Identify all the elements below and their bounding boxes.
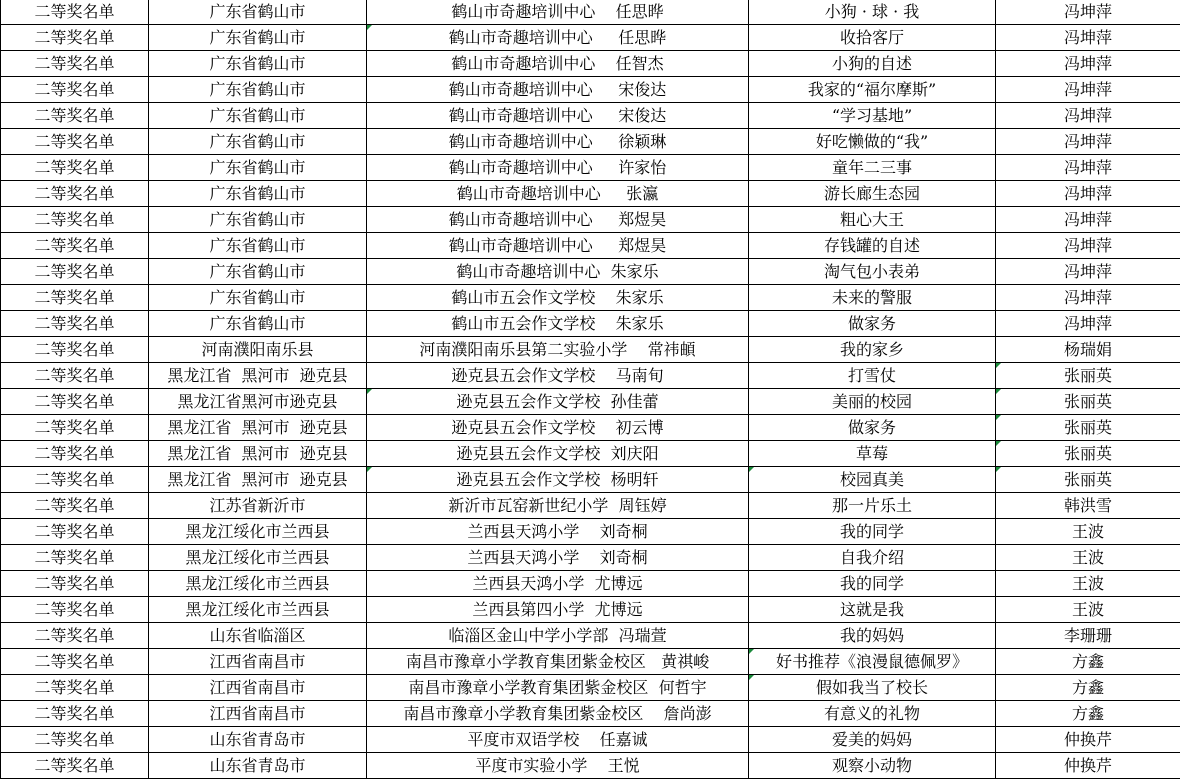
school-student-cell[interactable]: 鹤山市五会作文学校 朱家乐 <box>367 311 749 337</box>
region-cell[interactable]: 黑龙江省黑河市逊克县 <box>149 389 367 415</box>
school-student-cell[interactable]: 鹤山市奇趣培训中心 任思晔 <box>367 0 749 25</box>
teacher-cell[interactable]: 冯坤萍 <box>996 285 1180 311</box>
region-cell[interactable]: 山东省临淄区 <box>149 623 367 649</box>
table-row <box>1 571 1180 597</box>
school-student-cell[interactable]: 南昌市豫章小学教育集团紫金校区 何哲宇 <box>367 675 749 701</box>
table-row <box>1 77 1180 103</box>
region-cell[interactable]: 江苏省新沂市 <box>149 493 367 519</box>
title-cell[interactable]: 有意义的礼物 <box>749 701 996 727</box>
teacher-cell[interactable]: 李珊珊 <box>996 623 1180 649</box>
award-table-body <box>1 0 1180 779</box>
school-student-cell[interactable]: 河南濮阳南乐县第二实验小学 常祎頔 <box>367 337 749 363</box>
award-list-cell[interactable]: 二等奖名单 <box>1 623 149 649</box>
title-cell[interactable]: “学习基地” <box>749 103 996 129</box>
title-cell[interactable]: 爱美的妈妈 <box>749 727 996 753</box>
table-row <box>1 675 1180 701</box>
school-student-cell[interactable]: 兰西县天鸿小学 尤博远 <box>367 571 749 597</box>
teacher-cell[interactable]: 张丽英 <box>996 467 1180 493</box>
school-student-cell[interactable]: 新沂市瓦窑新世纪小学 周钰婷 <box>367 493 749 519</box>
teacher-cell[interactable]: 方鑫 <box>996 701 1180 727</box>
teacher-cell[interactable]: 冯坤萍 <box>996 207 1180 233</box>
teacher-cell[interactable]: 冯坤萍 <box>996 103 1180 129</box>
award-list-cell[interactable]: 二等奖名单 <box>1 545 149 571</box>
title-cell[interactable]: 游长廊生态园 <box>749 181 996 207</box>
award-list-cell[interactable]: 二等奖名单 <box>1 155 149 181</box>
title-cell[interactable]: 美丽的校园 <box>749 389 996 415</box>
region-cell[interactable]: 黑龙江省 黑河市 逊克县 <box>149 363 367 389</box>
school-student-cell[interactable]: 平度市双语学校 任嘉诚 <box>367 727 749 753</box>
teacher-cell[interactable]: 冯坤萍 <box>996 51 1180 77</box>
title-cell[interactable]: 做家务 <box>749 415 996 441</box>
region-cell[interactable]: 广东省鹤山市 <box>149 129 367 155</box>
teacher-cell[interactable]: 冯坤萍 <box>996 181 1180 207</box>
teacher-cell[interactable]: 冯坤萍 <box>996 233 1180 259</box>
table-row <box>1 597 1180 623</box>
title-cell[interactable]: 我的妈妈 <box>749 623 996 649</box>
award-list-cell[interactable]: 二等奖名单 <box>1 571 149 597</box>
title-cell[interactable]: 粗心大王 <box>749 207 996 233</box>
region-cell[interactable]: 广东省鹤山市 <box>149 51 367 77</box>
table-row <box>1 311 1180 337</box>
region-cell[interactable]: 黑龙江绥化市兰西县 <box>149 519 367 545</box>
teacher-cell[interactable]: 冯坤萍 <box>996 129 1180 155</box>
region-cell[interactable]: 广东省鹤山市 <box>149 259 367 285</box>
region-cell[interactable]: 广东省鹤山市 <box>149 155 367 181</box>
teacher-cell[interactable]: 王波 <box>996 545 1180 571</box>
region-cell[interactable]: 黑龙江省 黑河市 逊克县 <box>149 415 367 441</box>
award-list-cell[interactable]: 二等奖名单 <box>1 389 149 415</box>
table-row <box>1 0 1180 25</box>
award-list-cell[interactable]: 二等奖名单 <box>1 259 149 285</box>
school-student-cell[interactable]: 平度市实验小学 王悦 <box>367 753 749 779</box>
region-cell[interactable]: 江西省南昌市 <box>149 675 367 701</box>
award-list-cell[interactable]: 二等奖名单 <box>1 727 149 753</box>
award-list-cell[interactable]: 二等奖名单 <box>1 0 149 25</box>
school-student-cell[interactable]: 鹤山市奇趣培训中心 任思晔 <box>367 25 749 51</box>
region-cell[interactable]: 广东省鹤山市 <box>149 25 367 51</box>
title-cell[interactable]: 淘气包小表弟 <box>749 259 996 285</box>
title-cell[interactable]: 我的家乡 <box>749 337 996 363</box>
table-row <box>1 415 1180 441</box>
teacher-cell[interactable]: 杨瑞娟 <box>996 337 1180 363</box>
title-cell[interactable]: 草莓 <box>749 441 996 467</box>
region-cell[interactable]: 广东省鹤山市 <box>149 207 367 233</box>
award-list-cell[interactable]: 二等奖名单 <box>1 337 149 363</box>
table-row <box>1 389 1180 415</box>
school-student-cell[interactable]: 兰西县天鸿小学 刘奇桐 <box>367 519 749 545</box>
teacher-cell[interactable]: 张丽英 <box>996 415 1180 441</box>
award-list-cell[interactable]: 二等奖名单 <box>1 129 149 155</box>
school-student-cell[interactable]: 逊克县五会作文学校 杨明轩 <box>367 467 749 493</box>
title-cell[interactable]: 小狗 · 球 · 我 <box>749 0 996 25</box>
school-student-cell[interactable]: 鹤山市奇趣培训中心 许家怡 <box>367 155 749 181</box>
award-list-cell[interactable]: 二等奖名单 <box>1 467 149 493</box>
title-cell[interactable]: 未来的警服 <box>749 285 996 311</box>
title-cell[interactable]: 观察小动物 <box>749 753 996 779</box>
award-list-cell[interactable]: 二等奖名单 <box>1 285 149 311</box>
title-cell[interactable]: 小狗的自述 <box>749 51 996 77</box>
region-cell[interactable]: 河南濮阳南乐县 <box>149 337 367 363</box>
region-cell[interactable]: 山东省青岛市 <box>149 753 367 779</box>
award-list-cell[interactable]: 二等奖名单 <box>1 415 149 441</box>
table-row <box>1 103 1180 129</box>
table-row <box>1 337 1180 363</box>
table-row <box>1 363 1180 389</box>
award-list-cell[interactable]: 二等奖名单 <box>1 51 149 77</box>
teacher-cell[interactable]: 方鑫 <box>996 649 1180 675</box>
region-cell[interactable]: 广东省鹤山市 <box>149 285 367 311</box>
title-cell[interactable]: 打雪仗 <box>749 363 996 389</box>
title-cell[interactable]: 好书推荐《浪漫鼠德佩罗》 <box>749 649 996 675</box>
school-student-cell[interactable]: 鹤山市奇趣培训中心 郑煜昊 <box>367 233 749 259</box>
table-row <box>1 285 1180 311</box>
region-cell[interactable]: 广东省鹤山市 <box>149 181 367 207</box>
region-cell[interactable]: 黑龙江绥化市兰西县 <box>149 571 367 597</box>
school-student-cell[interactable]: 鹤山市奇趣培训中心 朱家乐 <box>367 259 749 285</box>
teacher-cell[interactable]: 冯坤萍 <box>996 0 1180 25</box>
teacher-cell[interactable]: 张丽英 <box>996 389 1180 415</box>
teacher-cell[interactable]: 王波 <box>996 519 1180 545</box>
teacher-cell[interactable]: 冯坤萍 <box>996 155 1180 181</box>
school-student-cell[interactable]: 临淄区金山中学小学部 冯瑞萱 <box>367 623 749 649</box>
award-list-cell[interactable]: 二等奖名单 <box>1 441 149 467</box>
table-row <box>1 51 1180 77</box>
award-list-cell[interactable]: 二等奖名单 <box>1 701 149 727</box>
title-cell[interactable]: 做家务 <box>749 311 996 337</box>
award-list-cell[interactable]: 二等奖名单 <box>1 649 149 675</box>
school-student-cell[interactable]: 鹤山市奇趣培训中心 徐颖琳 <box>367 129 749 155</box>
school-student-cell[interactable]: 鹤山市奇趣培训中心 张瀛 <box>367 181 749 207</box>
teacher-cell[interactable]: 王波 <box>996 571 1180 597</box>
table-row <box>1 207 1180 233</box>
award-list-cell[interactable]: 二等奖名单 <box>1 493 149 519</box>
teacher-cell[interactable]: 张丽英 <box>996 363 1180 389</box>
title-cell[interactable]: 童年二三事 <box>749 155 996 181</box>
school-student-cell[interactable]: 逊克县五会作文学校 马南旬 <box>367 363 749 389</box>
teacher-cell[interactable]: 冯坤萍 <box>996 77 1180 103</box>
title-cell[interactable]: 存钱罐的自述 <box>749 233 996 259</box>
teacher-cell[interactable]: 方鑫 <box>996 675 1180 701</box>
table-row <box>1 623 1180 649</box>
title-cell[interactable]: 好吃懒做的“我” <box>749 129 996 155</box>
school-student-cell[interactable]: 逊克县五会作文学校 孙佳蕾 <box>367 389 749 415</box>
table-row <box>1 25 1180 51</box>
award-list-cell[interactable]: 二等奖名单 <box>1 77 149 103</box>
teacher-cell[interactable]: 冯坤萍 <box>996 311 1180 337</box>
school-student-cell[interactable]: 鹤山市奇趣培训中心 郑煜昊 <box>367 207 749 233</box>
region-cell[interactable]: 广东省鹤山市 <box>149 103 367 129</box>
teacher-cell[interactable]: 仲换芹 <box>996 727 1180 753</box>
title-cell[interactable]: 我的同学 <box>749 571 996 597</box>
teacher-cell[interactable]: 仲换芹 <box>996 753 1180 779</box>
school-student-cell[interactable]: 逊克县五会作文学校 初云博 <box>367 415 749 441</box>
region-cell[interactable]: 广东省鹤山市 <box>149 0 367 25</box>
table-row <box>1 467 1180 493</box>
teacher-cell[interactable]: 王波 <box>996 597 1180 623</box>
table-row <box>1 233 1180 259</box>
award-list-cell[interactable]: 二等奖名单 <box>1 207 149 233</box>
award-list-cell[interactable]: 二等奖名单 <box>1 675 149 701</box>
school-student-cell[interactable]: 南昌市豫章小学教育集团紫金校区 黄祺峻 <box>367 649 749 675</box>
table-row <box>1 649 1180 675</box>
award-list-cell[interactable]: 二等奖名单 <box>1 181 149 207</box>
award-list-cell[interactable]: 二等奖名单 <box>1 597 149 623</box>
title-cell[interactable]: 这就是我 <box>749 597 996 623</box>
table-row <box>1 181 1180 207</box>
title-cell[interactable]: 收拾客厅 <box>749 25 996 51</box>
school-student-cell[interactable]: 南昌市豫章小学教育集团紫金校区 詹尚澎 <box>367 701 749 727</box>
table-row <box>1 727 1180 753</box>
table-row <box>1 129 1180 155</box>
school-student-cell[interactable]: 兰西县天鸿小学 刘奇桐 <box>367 545 749 571</box>
region-cell[interactable]: 黑龙江绥化市兰西县 <box>149 545 367 571</box>
region-cell[interactable]: 广东省鹤山市 <box>149 311 367 337</box>
title-cell[interactable]: 我的同学 <box>749 519 996 545</box>
title-cell[interactable]: 假如我当了校长 <box>749 675 996 701</box>
school-student-cell[interactable]: 鹤山市奇趣培训中心 宋俊达 <box>367 77 749 103</box>
award-list-cell[interactable]: 二等奖名单 <box>1 233 149 259</box>
award-list-cell[interactable]: 二等奖名单 <box>1 753 149 779</box>
title-cell[interactable]: 校园真美 <box>749 467 996 493</box>
table-row <box>1 259 1180 285</box>
region-cell[interactable]: 江西省南昌市 <box>149 701 367 727</box>
school-student-cell[interactable]: 鹤山市五会作文学校 朱家乐 <box>367 285 749 311</box>
title-cell[interactable]: 我家的“福尔摩斯” <box>749 77 996 103</box>
teacher-cell[interactable]: 冯坤萍 <box>996 259 1180 285</box>
award-list-cell[interactable]: 二等奖名单 <box>1 103 149 129</box>
table-row <box>1 545 1180 571</box>
school-student-cell[interactable]: 逊克县五会作文学校 刘庆阳 <box>367 441 749 467</box>
region-cell[interactable]: 广东省鹤山市 <box>149 77 367 103</box>
school-student-cell[interactable]: 兰西县第四小学 尤博远 <box>367 597 749 623</box>
award-list-cell[interactable]: 二等奖名单 <box>1 519 149 545</box>
title-cell[interactable]: 那一片乐土 <box>749 493 996 519</box>
region-cell[interactable]: 江西省南昌市 <box>149 649 367 675</box>
table-row <box>1 155 1180 181</box>
award-list-cell[interactable]: 二等奖名单 <box>1 311 149 337</box>
school-student-cell[interactable]: 鹤山市奇趣培训中心 任智杰 <box>367 51 749 77</box>
region-cell[interactable]: 黑龙江省 黑河市 逊克县 <box>149 441 367 467</box>
teacher-cell[interactable]: 张丽英 <box>996 441 1180 467</box>
teacher-cell[interactable]: 冯坤萍 <box>996 25 1180 51</box>
region-cell[interactable]: 黑龙江绥化市兰西县 <box>149 597 367 623</box>
table-row <box>1 753 1180 779</box>
table-row <box>1 493 1180 519</box>
award-list-cell[interactable]: 二等奖名单 <box>1 25 149 51</box>
award-list-cell[interactable]: 二等奖名单 <box>1 363 149 389</box>
region-cell[interactable]: 广东省鹤山市 <box>149 233 367 259</box>
title-cell[interactable]: 自我介绍 <box>749 545 996 571</box>
table-row <box>1 519 1180 545</box>
school-student-cell[interactable]: 鹤山市奇趣培训中心 宋俊达 <box>367 103 749 129</box>
teacher-cell[interactable]: 韩洪雪 <box>996 493 1180 519</box>
table-row <box>1 701 1180 727</box>
region-cell[interactable]: 黑龙江省 黑河市 逊克县 <box>149 467 367 493</box>
table-row <box>1 441 1180 467</box>
region-cell[interactable]: 山东省青岛市 <box>149 727 367 753</box>
